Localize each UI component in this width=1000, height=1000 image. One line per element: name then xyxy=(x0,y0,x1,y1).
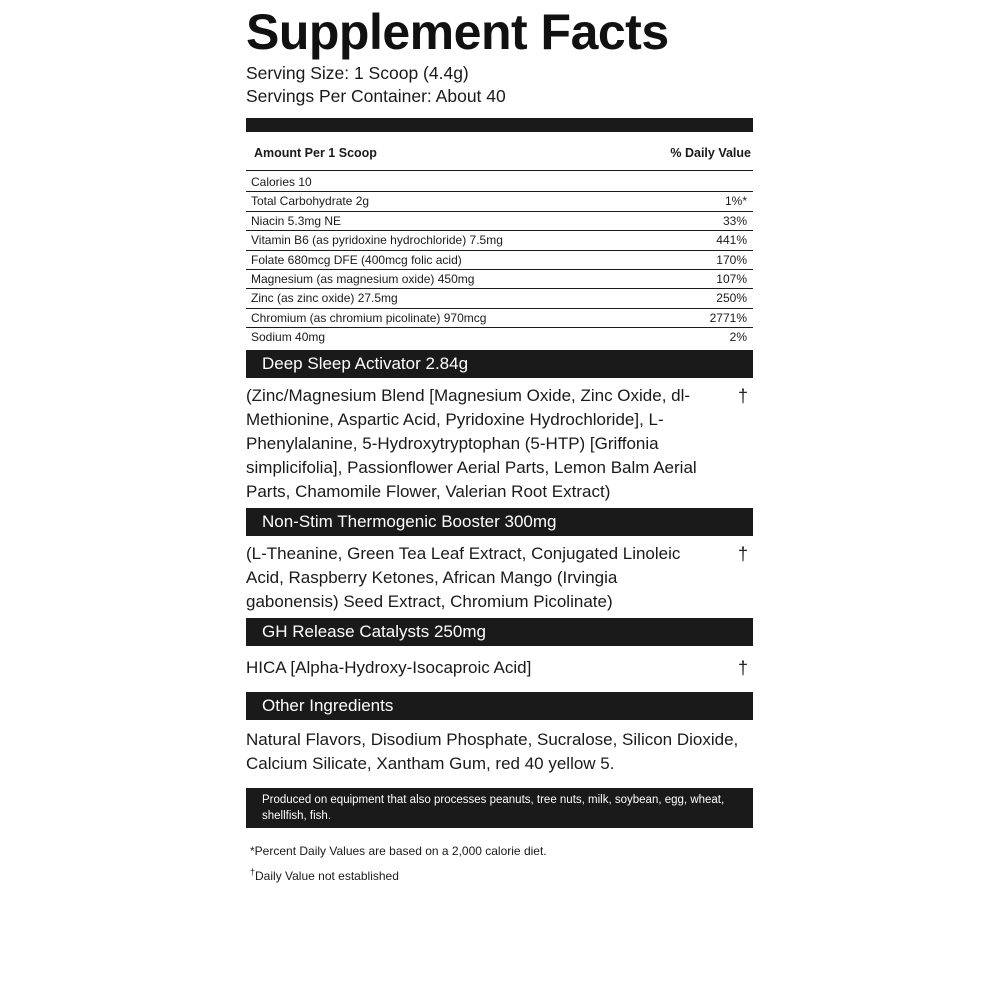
nutrient-name: Zinc (as zinc oxide) 27.5mg xyxy=(251,291,398,306)
nutrient-name: Magnesium (as magnesium oxide) 450mg xyxy=(251,271,475,286)
other-ingredients-text: Natural Flavors, Disodium Phosphate, Sucralose, Silicon Dioxide, Calcium Silicate, Xantham Gum, red 40 yellow 5. xyxy=(246,729,739,773)
nutrient-row xyxy=(246,173,753,192)
nutrient-name: Sodium 40mg xyxy=(251,330,326,345)
nutrient-row xyxy=(246,251,753,270)
serving-size: Serving Size: 1 Scoop (4.4g) xyxy=(246,63,469,83)
nutrient-daily-value: 2% xyxy=(729,330,747,345)
footnote-dagger-symbol: † xyxy=(250,866,256,877)
dagger-mark: † xyxy=(737,543,748,564)
supplement-facts-panel xyxy=(246,0,753,885)
nutrient-daily-value: 170% xyxy=(716,252,747,267)
daily-value-header: % Daily Value xyxy=(670,146,751,160)
nutrient-name: Vitamin B6 (as pyridoxine hydrochloride) 7.5mg xyxy=(251,233,503,248)
footnote-dagger-row xyxy=(246,863,753,885)
nutrient-name: Chromium (as chromium picolinate) 970mcg xyxy=(251,310,487,325)
blend-ingredients: (L-Theanine, Green Tea Leaf Extract, Conjugated Linoleic Acid, Raspberry Ketones, African Mango (Irvingia gabonensis) Seed Extract, Chromium Picolinate) xyxy=(246,543,681,611)
nutrient-row xyxy=(246,328,753,347)
amount-header: Amount Per 1 Scoop xyxy=(254,146,377,160)
servings-per-container: Servings Per Container: About 40 xyxy=(246,86,506,106)
nutrient-daily-value: 2771% xyxy=(709,310,747,325)
footnote-dagger: Daily Value not established xyxy=(255,868,399,883)
nutrient-row xyxy=(246,212,753,231)
other-ingredients-header: Other Ingredients xyxy=(246,692,753,720)
nutrient-table xyxy=(246,171,753,348)
nutrient-daily-value: 250% xyxy=(716,291,747,306)
blend-header: Non-Stim Thermogenic Booster 300mg xyxy=(246,508,753,536)
amount-header-row xyxy=(246,132,753,171)
nutrient-daily-value: 107% xyxy=(716,271,747,286)
nutrient-name: Folate 680mcg DFE (400mcg folic acid) xyxy=(251,252,462,267)
blend-body xyxy=(246,536,753,618)
nutrient-row xyxy=(246,231,753,250)
thick-divider xyxy=(246,118,753,132)
blend-ingredients: (Zinc/Magnesium Blend [Magnesium Oxide, Zinc Oxide, dl-Methionine, Aspartic Acid, Pyridoxine Hydrochloride], L-Phenylalanine, 5-Hydroxytryptophan (5-HTP) [Griffonia simplicifolia], Passionflower Aerial Parts, Lemon Balm Aerial Parts, Chamomile Flower, Valerian Root Extract) xyxy=(246,385,697,501)
blend-header: Deep Sleep Activator 2.84g xyxy=(246,350,753,378)
blend-ingredients: HICA [Alpha-Hydroxy-Isocaproic Acid] xyxy=(246,657,532,677)
nutrient-row xyxy=(246,289,753,308)
blend-body xyxy=(246,646,753,692)
nutrient-row xyxy=(246,270,753,289)
allergen-note: Produced on equipment that also processes peanuts, tree nuts, milk, soybean, egg, wheat, shellfish, fish. xyxy=(246,788,753,828)
blend-header: GH Release Catalysts 250mg xyxy=(246,618,753,646)
blend-body xyxy=(246,378,753,508)
nutrient-daily-value: 1%* xyxy=(724,194,747,209)
dagger-mark: † xyxy=(737,385,748,406)
nutrient-name: Calories 10 xyxy=(251,175,312,189)
other-ingredients-body xyxy=(246,720,753,788)
nutrient-row xyxy=(246,309,753,328)
nutrient-daily-value: 441% xyxy=(716,233,747,248)
nutrient-row xyxy=(246,192,753,211)
nutrient-daily-value: 33% xyxy=(722,213,747,228)
panel-title: Supplement Facts xyxy=(246,4,669,60)
footnote-percent: *Percent Daily Values are based on a 2,000 calorie diet. xyxy=(250,843,547,858)
nutrient-name: Niacin 5.3mg NE xyxy=(251,213,342,228)
dagger-mark: † xyxy=(737,657,748,678)
nutrient-name: Total Carbohydrate 2g xyxy=(251,194,370,209)
